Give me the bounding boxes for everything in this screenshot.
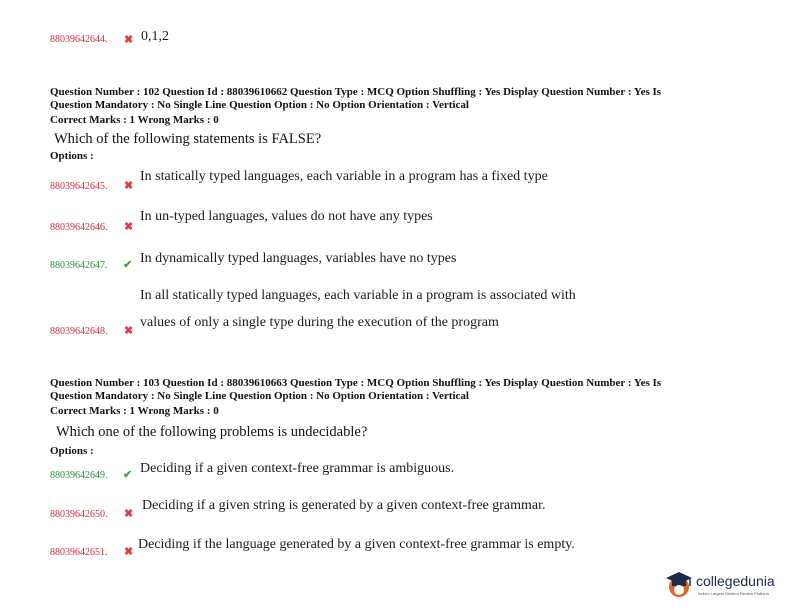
option-id: 88039642649. (50, 470, 108, 481)
correct-mark-icon: ✔ (123, 259, 133, 271)
question-text: Which of the following statements is FALSE? (54, 131, 322, 147)
option-text: In all statically typed languages, each variable in a program is associated with (140, 288, 576, 303)
correct-mark-icon: ✔ (123, 469, 133, 481)
option-text: 0,1,2 (141, 29, 169, 44)
option-text: In dynamically typed languages, variables have no types (140, 251, 457, 266)
option-id: 88039642645. (50, 181, 108, 192)
option-text: values of only a single type during the execution of the program (140, 315, 499, 330)
logo-name: collegedunia (696, 573, 775, 589)
collegedunia-logo (664, 569, 790, 603)
wrong-mark-icon: ✖ (124, 180, 134, 192)
option-text: In un-typed languages, values do not have any types (140, 209, 433, 224)
question-marks: Correct Marks : 1 Wrong Marks : 0 (50, 405, 219, 417)
wrong-mark-icon: ✖ (124, 546, 134, 558)
question-meta-line: Question Mandatory : No Single Line Question Option : No Option Orientation : Vertical (50, 99, 469, 111)
wrong-mark-icon: ✖ (124, 508, 134, 520)
question-meta-line: Question Number : 103 Question Id : 88039610663 Question Type : MCQ Option Shuffling : Yes Display Question Number : Yes Is (50, 377, 662, 389)
option-id: 88039642651. (50, 547, 108, 558)
option-text: Deciding if a given context-free grammar is ambiguous. (140, 461, 455, 476)
option-id: 88039642646. (50, 222, 108, 233)
wrong-mark-icon: ✖ (124, 34, 134, 46)
option-id: 88039642644. (50, 34, 108, 45)
logo-tagline: India's Largest Student Review Platform (698, 591, 770, 596)
question-text: Which one of the following problems is undecidable? (56, 424, 368, 440)
wrong-mark-icon: ✖ (124, 221, 134, 233)
wrong-mark-icon: ✖ (124, 325, 134, 337)
options-label: Options : (50, 445, 94, 457)
question-meta-line: Question Number : 102 Question Id : 88039610662 Question Type : MCQ Option Shuffling : Yes Display Question Number : Yes Is (50, 86, 662, 98)
question-marks: Correct Marks : 1 Wrong Marks : 0 (50, 114, 219, 126)
option-id: 88039642648. (50, 326, 108, 337)
question-meta (50, 377, 750, 403)
question-meta-line: Question Mandatory : No Single Line Question Option : No Option Orientation : Vertical (50, 390, 469, 402)
graduation-cap-icon (664, 569, 694, 599)
options-label: Options : (50, 150, 94, 162)
option-id: 88039642647. (50, 260, 108, 271)
option-text: In statically typed languages, each variable in a program has a fixed type (140, 169, 548, 184)
question-meta (50, 86, 750, 112)
option-text: Deciding if a given string is generated by a given context-free grammar. (142, 498, 546, 513)
option-text: Deciding if the language generated by a given context-free grammar is empty. (138, 537, 575, 552)
option-id: 88039642650. (50, 509, 108, 520)
